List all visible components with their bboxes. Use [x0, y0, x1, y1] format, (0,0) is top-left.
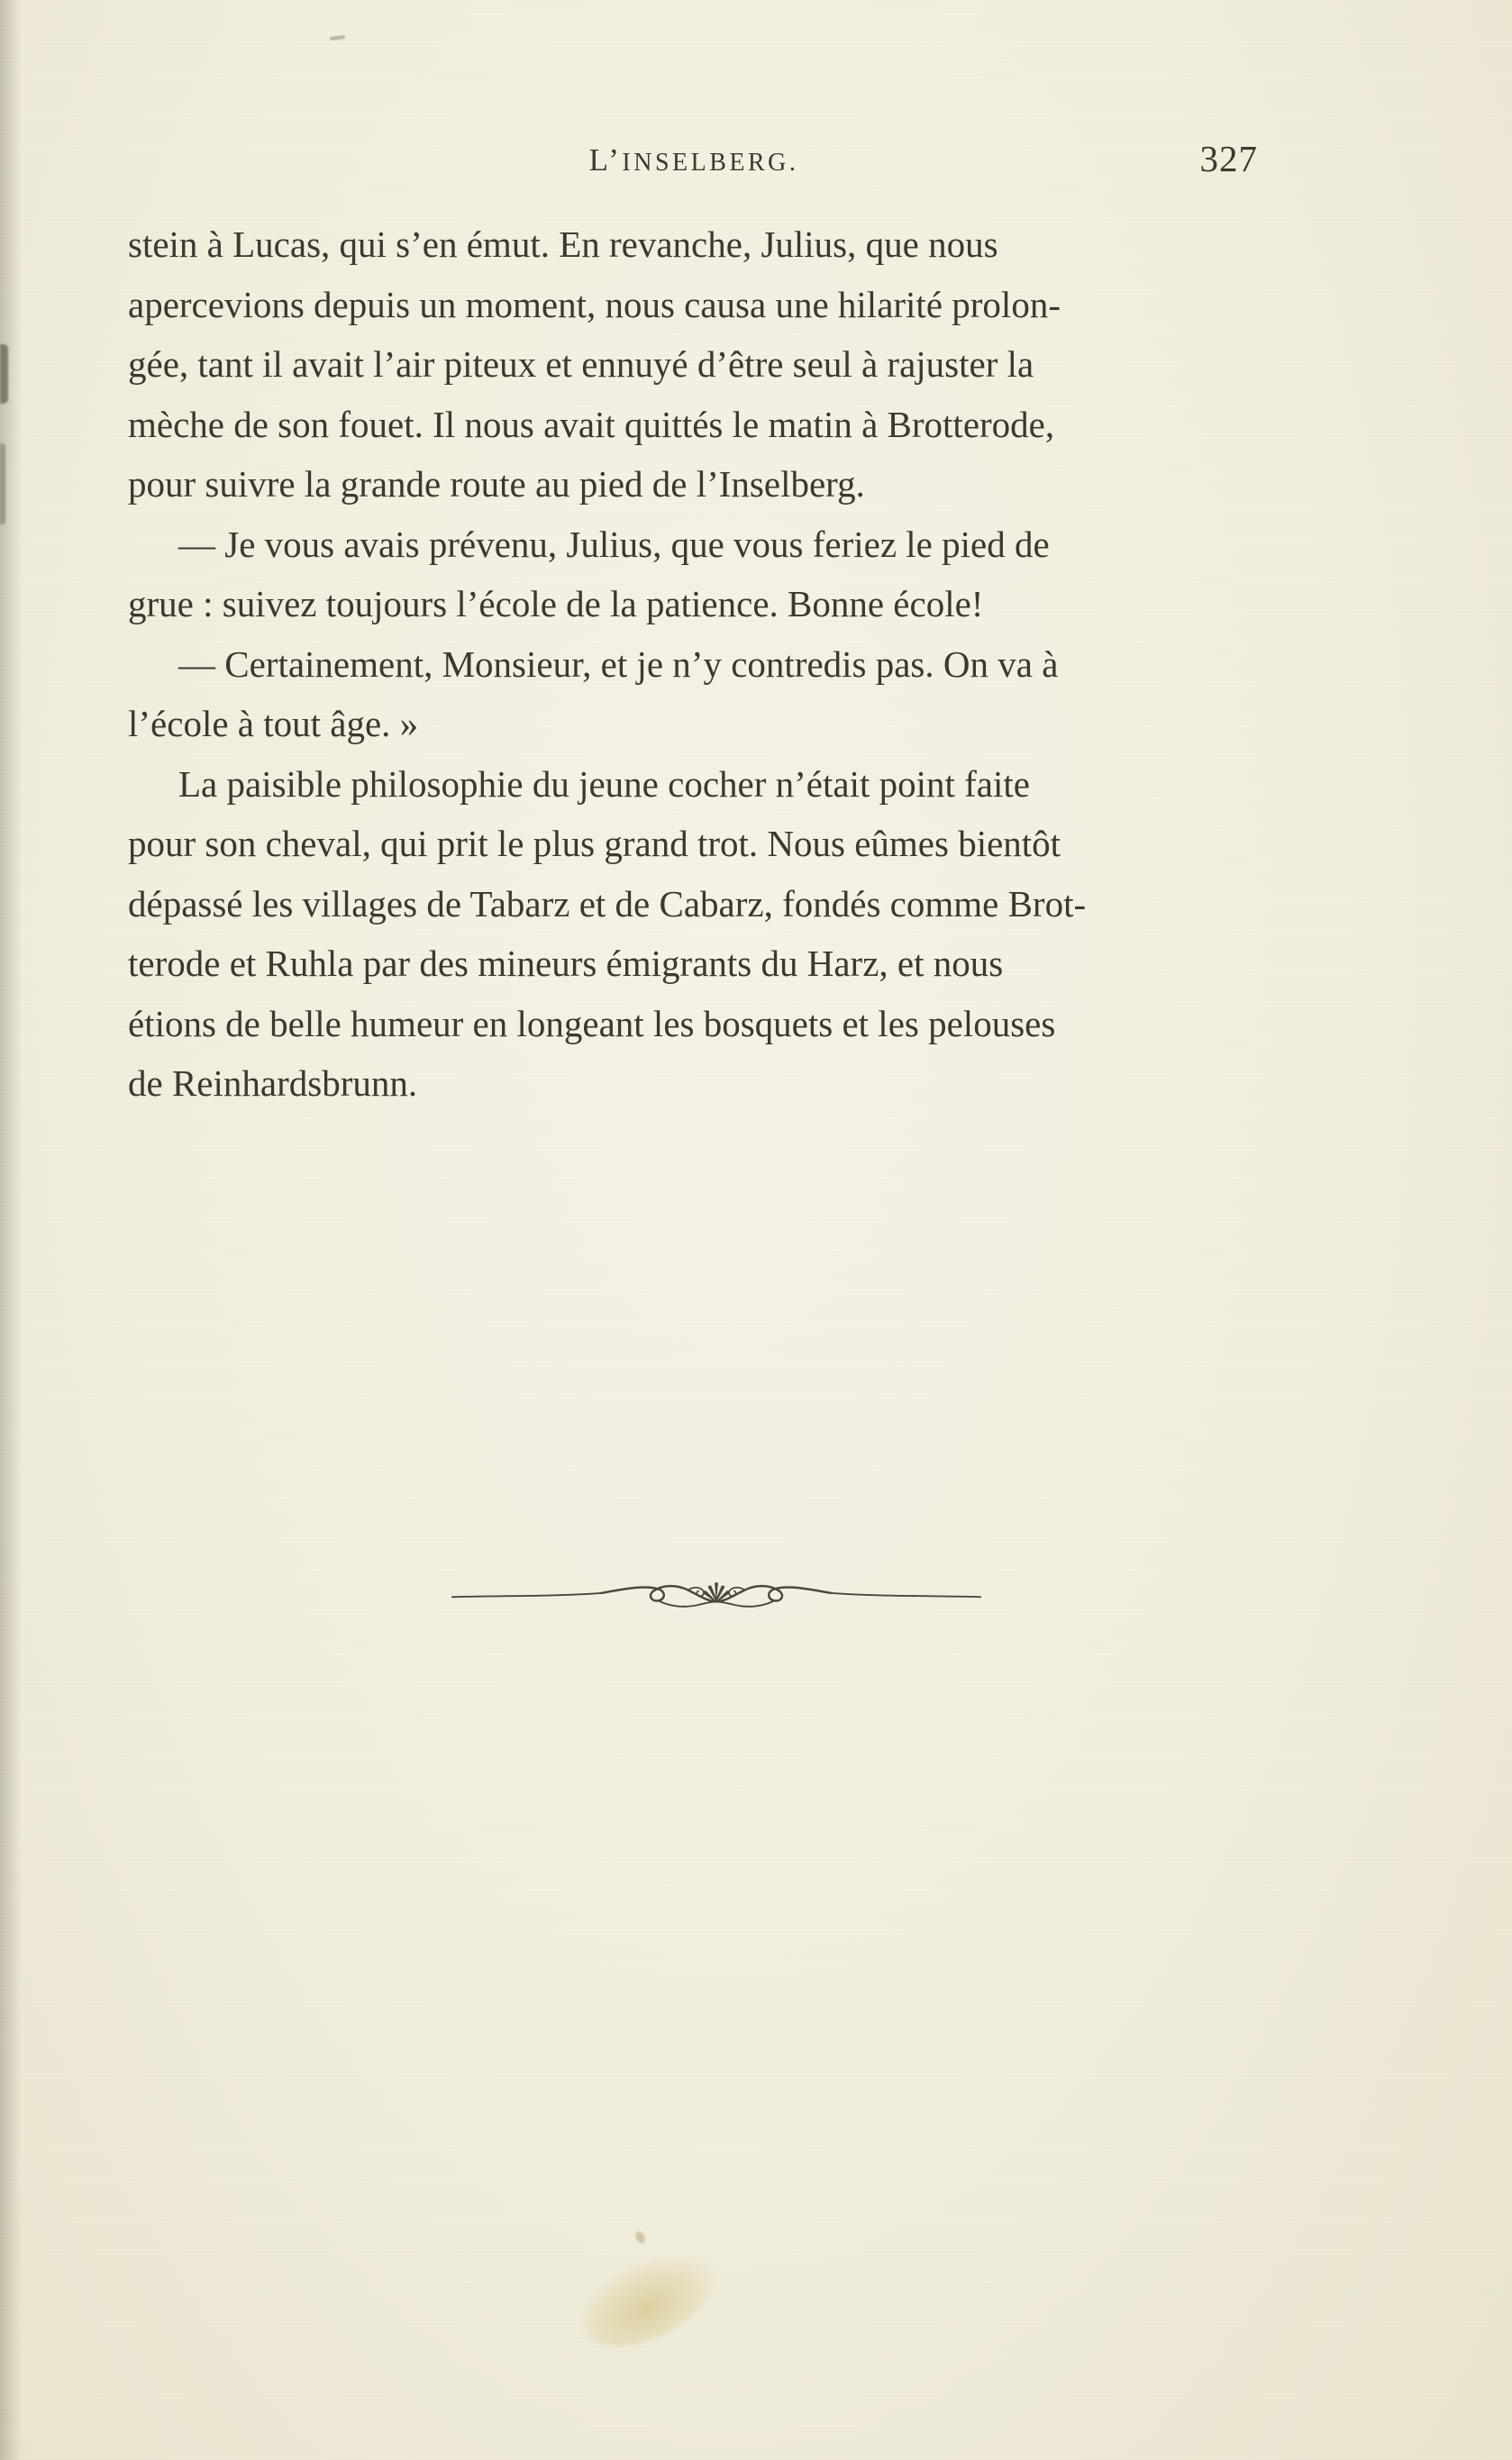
text-line: stein à Lucas, qui s’en émut. En revanche, Julius, que nous — [128, 223, 998, 265]
text-block — [128, 214, 1260, 1114]
text-line: étions de belle humeur en longeant les bosquets et les pelouses — [128, 1002, 1056, 1044]
text-line: l’école à tout âge. » — [128, 703, 419, 744]
text-line: mèche de son fouet. Il nous avait quittés le matin à Brotterode, — [128, 403, 1055, 445]
text-line: pour suivre la grande route au pied de l’Inselberg. — [128, 463, 865, 505]
text-line: pour son cheval, qui prit le plus grand trot. Nous eûmes bientôt — [128, 823, 1061, 864]
text-line: apercevions depuis un moment, nous causa une hilarité prolon- — [128, 283, 1061, 325]
stain-mark — [633, 2230, 647, 2246]
page-number: 327 — [1199, 138, 1258, 179]
running-title-initial: L’ — [588, 142, 623, 178]
text-line: de Reinhardsbrunn. — [128, 1062, 418, 1104]
text-line: — Je vous avais prévenu, Julius, que vous feriez le pied de — [178, 523, 1050, 565]
running-title-text: INSELBERG. — [622, 149, 799, 177]
text-line: terode et Ruhla par des mineurs émigrants du Harz, et nous — [128, 943, 1004, 984]
running-title — [128, 142, 1260, 178]
text-line: dépassé les villages de Tabarz et de Cabarz, fondés comme Brot- — [128, 882, 1087, 925]
scan-edge-mark — [0, 344, 8, 404]
page-header — [128, 138, 1260, 187]
scan-edge-mark — [0, 443, 5, 524]
scan-speck — [330, 35, 345, 41]
ornament-divider — [451, 1564, 982, 1620]
flourish-icon — [451, 1564, 982, 1619]
text-line: — Certainement, Monsieur, et je n’y contredis pas. On va à — [178, 642, 1059, 685]
text-line: grue : suivez toujours l’école de la patience. Bonne école! — [128, 583, 984, 624]
text-line: gée, tant il avait l’air piteux et ennuyé d’être seul à rajuster la — [128, 343, 1034, 385]
text-line: La paisible philosophie du jeune cocher n’était point faite — [178, 762, 1030, 805]
stain-mark — [567, 2231, 731, 2365]
